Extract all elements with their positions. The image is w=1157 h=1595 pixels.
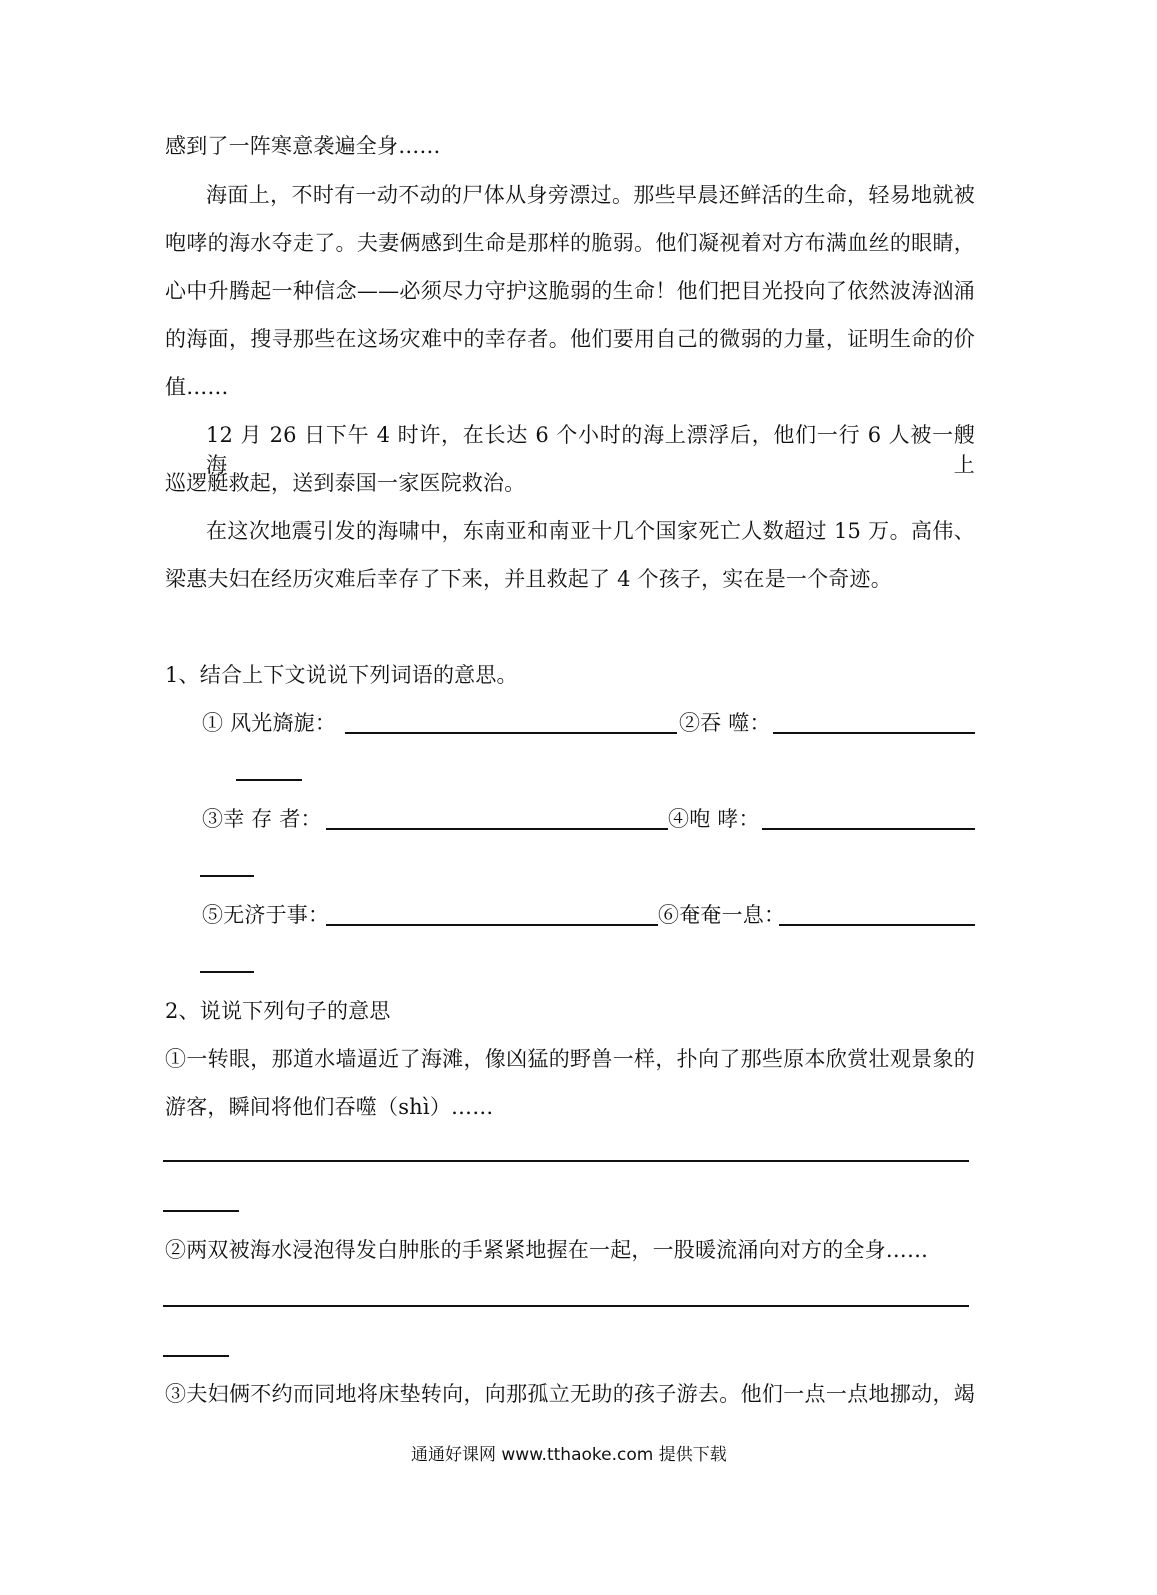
answer-line[interactable]: [345, 732, 677, 734]
answer-line-continued[interactable]: [200, 875, 254, 877]
answer-line-continued[interactable]: [163, 1210, 239, 1212]
passage-line: 值……: [165, 375, 229, 399]
sentence-3: ③夫妇俩不约而同地将床垫转向，向那孤立无助的孩子游去。他们一点一点地挪动，竭: [165, 1382, 975, 1406]
vocab-item-3: ③幸 存 者：: [202, 807, 322, 831]
passage-line: 咆哮的海水夺走了。夫妻俩感到生命是那样的脆弱。他们凝视着对方布满血丝的眼睛，: [165, 231, 975, 255]
answer-line[interactable]: [779, 924, 975, 926]
passage-line: 的海面，搜寻那些在这场灾难中的幸存者。他们要用自己的微弱的力量，证明生命的价: [165, 327, 975, 351]
passage-line: 在这次地震引发的海啸中，东南亚和南亚十几个国家死亡人数超过 15 万。高伟、: [206, 519, 975, 543]
answer-line-continued[interactable]: [200, 971, 254, 973]
passage-line: 梁惠夫妇在经历灾难后幸存了下来，并且救起了 4 个孩子，实在是一个奇迹。: [165, 567, 892, 591]
vocab-item-4: ④咆 哮：: [668, 807, 760, 831]
answer-line-continued[interactable]: [236, 779, 302, 781]
answer-line[interactable]: [163, 1160, 969, 1162]
question-2-title: 2、说说下列句子的意思: [165, 999, 391, 1023]
answer-line[interactable]: [326, 828, 668, 830]
answer-line-continued[interactable]: [163, 1355, 229, 1357]
answer-line[interactable]: [773, 732, 975, 734]
question-1-title: 1、结合上下文说说下列词语的意思。: [165, 663, 518, 687]
vocab-item-2: ②吞 噬：: [679, 711, 771, 735]
passage-line: 巡逻艇救起，送到泰国一家医院救治。: [165, 471, 526, 495]
passage-line: 12 月 26 日下午 4 时许，在长达 6 个小时的海上漂浮后，他们一行 6 人被一艘海上: [206, 423, 975, 477]
answer-line[interactable]: [326, 924, 658, 926]
vocab-item-6: ⑥奄奄一息：: [658, 903, 786, 927]
passage-line: 心中升腾起一种信念——必须尽力守护这脆弱的生命！他们把目光投向了依然波涛汹涌: [165, 279, 975, 303]
vocab-item-5: ⑤无济于事：: [202, 903, 330, 927]
page-footer: 通通好课网 www.tthaoke.com 提供下载: [411, 1445, 727, 1465]
passage-line: 海面上，不时有一动不动的尸体从身旁漂过。那些早晨还鲜活的生命，轻易地就被: [206, 183, 975, 207]
vocab-item-1: ① 风光旖旎：: [202, 711, 337, 735]
passage-line: 感到了一阵寒意袭遍全身……: [165, 134, 441, 158]
answer-line[interactable]: [163, 1305, 969, 1307]
sentence-2: ②两双被海水浸泡得发白肿胀的手紧紧地握在一起，一股暖流涌向对方的全身……: [165, 1238, 929, 1262]
answer-line[interactable]: [762, 828, 975, 830]
sentence-1: ①一转眼，那道水墙逼近了海滩，像凶猛的野兽一样，扑向了那些原本欣赏壮观景象的: [165, 1047, 975, 1071]
sentence-1-cont: 游客，瞬间将他们吞噬（shì）……: [165, 1095, 494, 1119]
